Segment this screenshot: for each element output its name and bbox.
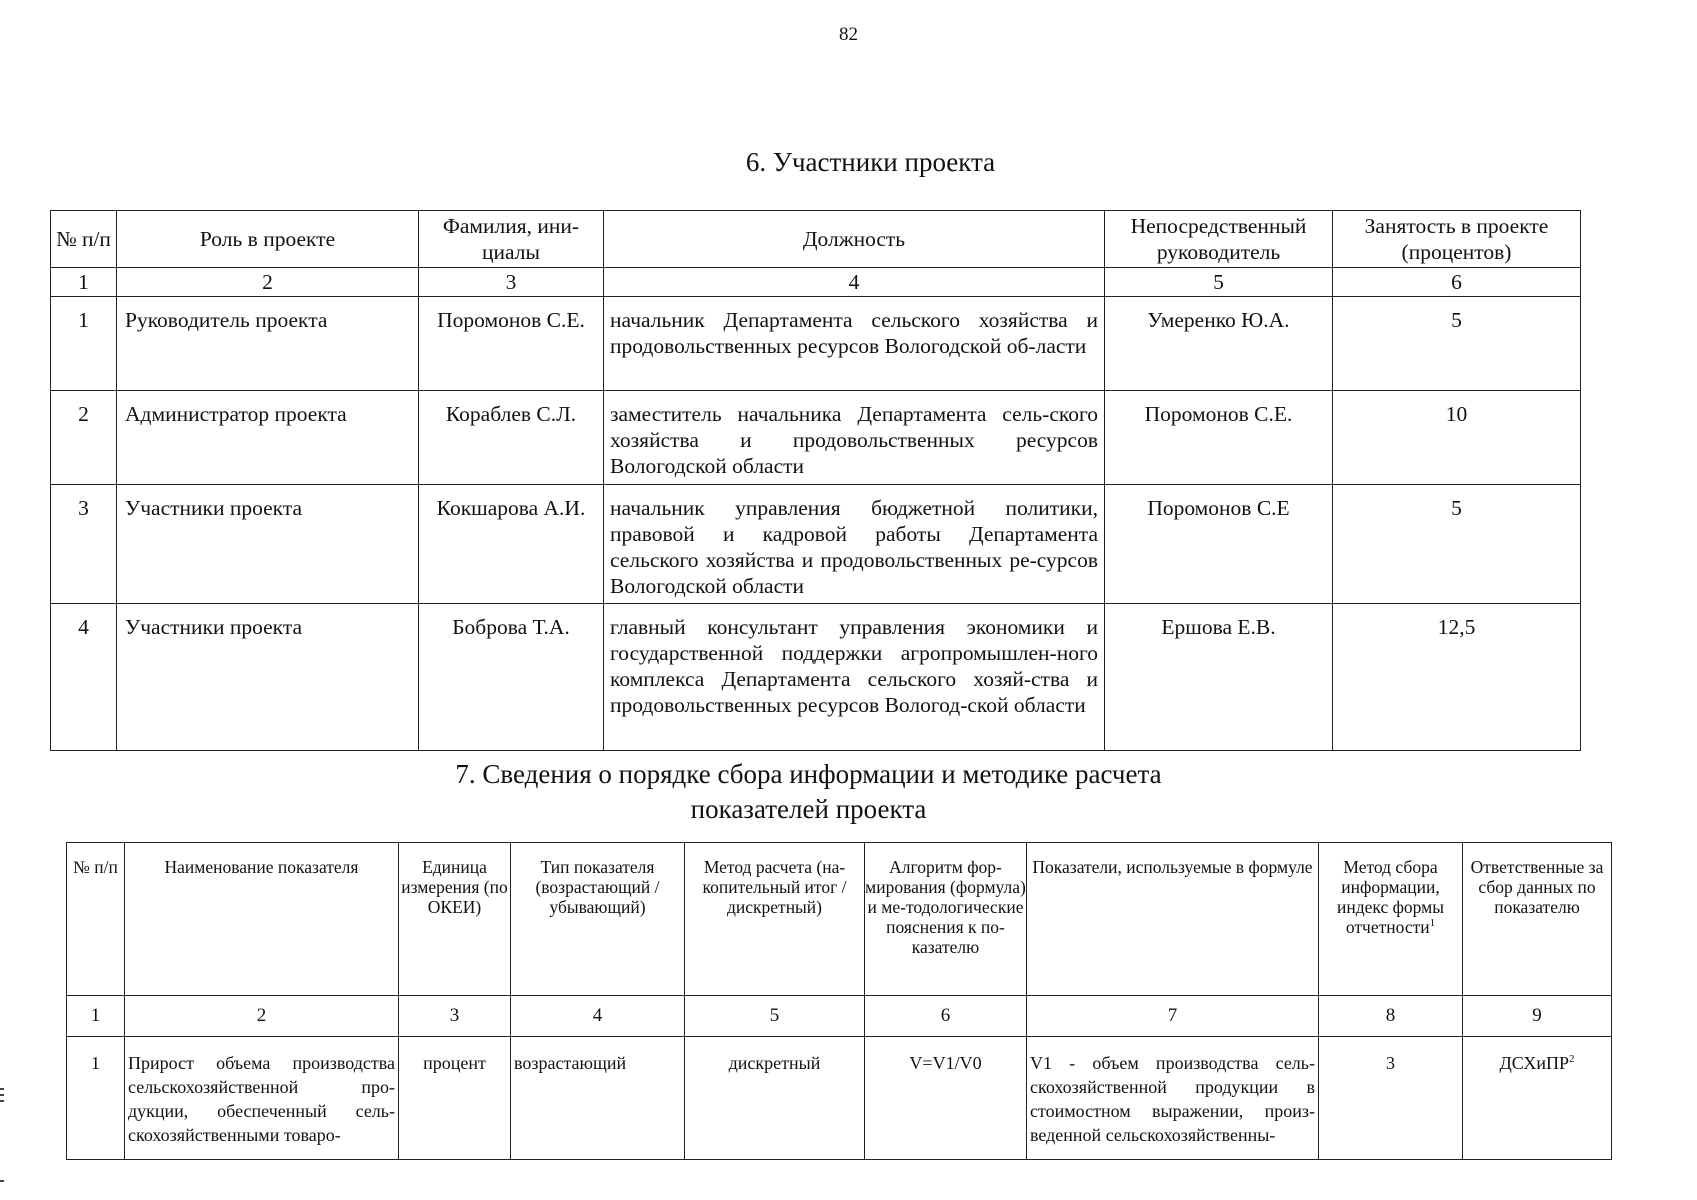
- row-role: Участники проекта: [117, 485, 419, 604]
- row-indicator-name: Прирост объема производства сельскохозяйственной про-дукции, обеспеченный сель-скохозяйственными товаро-: [125, 1037, 399, 1160]
- column-number: 2: [125, 996, 399, 1037]
- column-number: 3: [419, 268, 604, 297]
- row-number: 4: [51, 604, 117, 751]
- footnote-marker: 2: [1568, 1053, 1575, 1065]
- column-number: 1: [51, 268, 117, 297]
- row-name: Поромонов С.Е.: [419, 297, 604, 391]
- row-formula-indicators: V1 - объем производства сель-скохозяйственной продукции в стоимостном выражении, произ-веденной сельскохозяйственны-: [1027, 1037, 1319, 1160]
- header-supervisor: Непосредственный руководитель: [1105, 211, 1333, 268]
- row-role: Администратор проекта: [117, 391, 419, 485]
- header-num: № п/п: [51, 211, 117, 268]
- row-position: заместитель начальника Департамента сель-ского хозяйства и продовольственных ресурсов Вологодской области: [604, 391, 1105, 485]
- section-7-title-line1: 7. Сведения о порядке сбора информации и методике расчета: [455, 759, 1162, 789]
- header-indicator-name: Наименование показателя: [125, 843, 399, 996]
- row-role: Руководитель проекта: [117, 297, 419, 391]
- column-number: 5: [1105, 268, 1333, 297]
- row-employment: 5: [1333, 485, 1581, 604]
- scan-edge-mark: [0, 1094, 4, 1096]
- header-responsible: Ответственные за сбор данных по показателю: [1463, 843, 1612, 996]
- row-responsible: [1463, 1037, 1612, 1160]
- row-supervisor: Поромонов С.Е: [1105, 485, 1333, 604]
- scan-edge-mark: [0, 1088, 4, 1090]
- row-formula: V=V1/V0: [865, 1037, 1027, 1160]
- indicators-table: [66, 842, 1612, 1160]
- column-number: 6: [1333, 268, 1581, 297]
- table-row: [51, 391, 1581, 485]
- column-number: 4: [511, 996, 685, 1037]
- table-header-row: [51, 211, 1581, 268]
- scan-edge-mark: [0, 1180, 4, 1182]
- row-number: 1: [51, 297, 117, 391]
- row-position: главный консультант управления экономики и государственной поддержки агропромышлен-ного комплекса Департамента сельского хозяй-ства и продовольственных ресурсов Вологод-ской области: [604, 604, 1105, 751]
- row-position: начальник Департамента сельского хозяйства и продовольственных ресурсов Вологодской об-ласти: [604, 297, 1105, 391]
- row-position: начальник управления бюджетной политики, правовой и кадровой работы Департамента сельского хозяйства и продовольственных ре-сурсов Вологодской области: [604, 485, 1105, 604]
- header-employment: Занятость в проекте (процентов): [1333, 211, 1581, 268]
- footnote-marker: 1: [1429, 917, 1436, 930]
- column-number: 9: [1463, 996, 1612, 1037]
- header-name: Фамилия, ини-циалы: [419, 211, 604, 268]
- row-type: возрастающий: [511, 1037, 685, 1160]
- header-position: Должность: [604, 211, 1105, 268]
- row-number: 2: [51, 391, 117, 485]
- header-role: Роль в проекте: [117, 211, 419, 268]
- row-role: Участники проекта: [117, 604, 419, 751]
- row-employment: 12,5: [1333, 604, 1581, 751]
- row-name: Кокшарова А.И.: [419, 485, 604, 604]
- table-header-row: [67, 843, 1612, 996]
- page-number: 82: [839, 24, 858, 45]
- header-collection-method-text: Метод сбора информации, индекс формы отчетности: [1336, 857, 1445, 937]
- participants-table: [50, 210, 1581, 751]
- section-7-title-line2: показателей проекта: [690, 794, 927, 824]
- row-supervisor: Умеренко Ю.А.: [1105, 297, 1333, 391]
- table-row: [51, 297, 1581, 391]
- row-unit: процент: [399, 1037, 511, 1160]
- row-responsible-text: ДСХиПР: [1499, 1053, 1569, 1073]
- header-type: Тип показателя (возрастающий / убывающий): [511, 843, 685, 996]
- column-number: 6: [865, 996, 1027, 1037]
- column-number-row: [67, 996, 1612, 1037]
- row-calc-method: дискретный: [685, 1037, 865, 1160]
- column-number-row: [51, 268, 1581, 297]
- header-unit: Единица измерения (по ОКЕИ): [399, 843, 511, 996]
- row-number: 3: [51, 485, 117, 604]
- header-calc-method: Метод расчета (на-копительный итог / дискретный): [685, 843, 865, 996]
- column-number: 1: [67, 996, 125, 1037]
- row-name: Кораблев С.Л.: [419, 391, 604, 485]
- header-collection-method: [1319, 843, 1463, 996]
- scan-edge-mark: [0, 1100, 4, 1102]
- row-employment: 10: [1333, 391, 1581, 485]
- header-num: № п/п: [67, 843, 125, 996]
- header-algorithm: Алгоритм фор-мирования (формула) и ме-тодологические пояснения к по-казателю: [865, 843, 1027, 996]
- row-supervisor: Ершова Е.В.: [1105, 604, 1333, 751]
- row-number: 1: [67, 1037, 125, 1160]
- header-formula-indicators: Показатели, используемые в формуле: [1027, 843, 1319, 996]
- table-row: [51, 485, 1581, 604]
- row-collection-method: 3: [1319, 1037, 1463, 1160]
- column-number: 4: [604, 268, 1105, 297]
- column-number: 3: [399, 996, 511, 1037]
- row-employment: 5: [1333, 297, 1581, 391]
- section-7-title: [0, 757, 1657, 827]
- column-number: 7: [1027, 996, 1319, 1037]
- section-6-title: 6. Участники проекта: [745, 147, 996, 177]
- row-name: Боброва Т.А.: [419, 604, 604, 751]
- column-number: 2: [117, 268, 419, 297]
- column-number: 8: [1319, 996, 1463, 1037]
- table-row: [67, 1037, 1612, 1160]
- column-number: 5: [685, 996, 865, 1037]
- row-supervisor: Поромонов С.Е.: [1105, 391, 1333, 485]
- table-row: [51, 604, 1581, 751]
